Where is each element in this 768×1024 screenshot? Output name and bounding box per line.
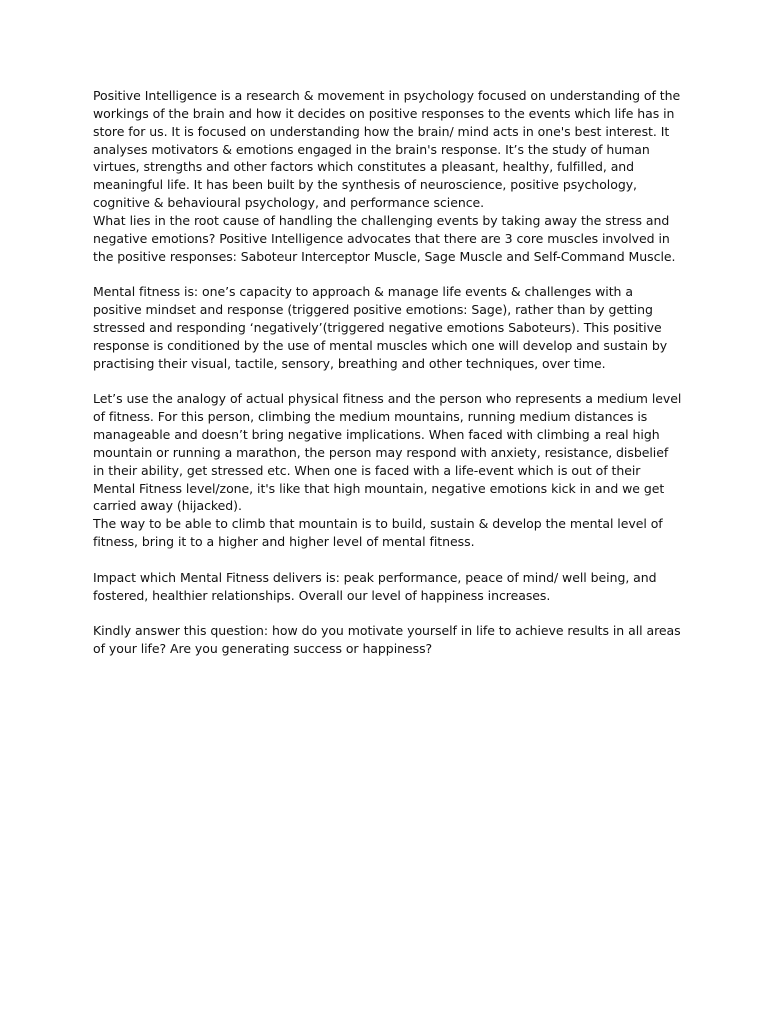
paragraph-positive-intelligence-intro: Positive Intelligence is a research & movement in psychology focused on understanding of the workings of the brain and how it decides on positive responses to the events which life has in store for us. It is focused on understanding how the brain/ mind acts in one's best interest. It analyses motivators & emotions engaged in the brain's response. It’s the study of human virtues, strengths and other factors which constitutes a pleasant, healthy, fulfilled, and meaningful life. It has been built by the synthesis of neuroscience, positive psychology, cognitive & behavioural psychology, and performance science. [93, 88, 681, 211]
paragraph-mental-fitness-definition: Mental fitness is: one’s capacity to approach & manage life events & challenges with a positive mindset and response (triggered positive emotions: Sage), rather than by getting stressed and responding ‘negatively’(triggered negative emotions Saboteurs). This positive response is conditioned by the use of mental muscles which one will develop and sustain by practising their visual, tactile, sensory, breathing and other techniques, over time. [93, 284, 668, 371]
paragraph-question: Kindly answer this question: how do you motivate yourself in life to achieve results in all areas of your life? Are you generating success or happiness? [93, 623, 681, 657]
paragraph-impact: Impact which Mental Fitness delivers is: peak performance, peace of mind/ well being, and fostered, healthier relationships. Overall our level of happiness increases. [93, 569, 657, 603]
document-body [93, 87, 683, 658]
paragraph-physical-fitness-analogy: Let’s use the analogy of actual physical fitness and the person who represents a medium level of fitness. For this person, climbing the medium mountains, running medium distances is manageable and doesn’t bring negative implications. When faced with climbing a real high mountain or running a marathon, the person may respond with anxiety, resistance, disbelief in their ability, get stressed etc. When one is faced with a life-event which is out of their Mental Fitness level/zone, it's like that high mountain, negative emotions kick in and we get carried away (hijacked). [93, 391, 682, 514]
paragraph-climb-mountain: The way to be able to climb that mountain is to build, sustain & develop the mental level of fitness, bring it to a higher and higher level of mental fitness. [93, 516, 663, 550]
paragraph-core-muscles: What lies in the root cause of handling the challenging events by taking away the stress and negative emotions? Positive Intelligence advocates that there are 3 core muscles involved in the positive responses: Saboteur Interceptor Muscle, Sage Muscle and Self-Command Muscle. [93, 212, 676, 264]
